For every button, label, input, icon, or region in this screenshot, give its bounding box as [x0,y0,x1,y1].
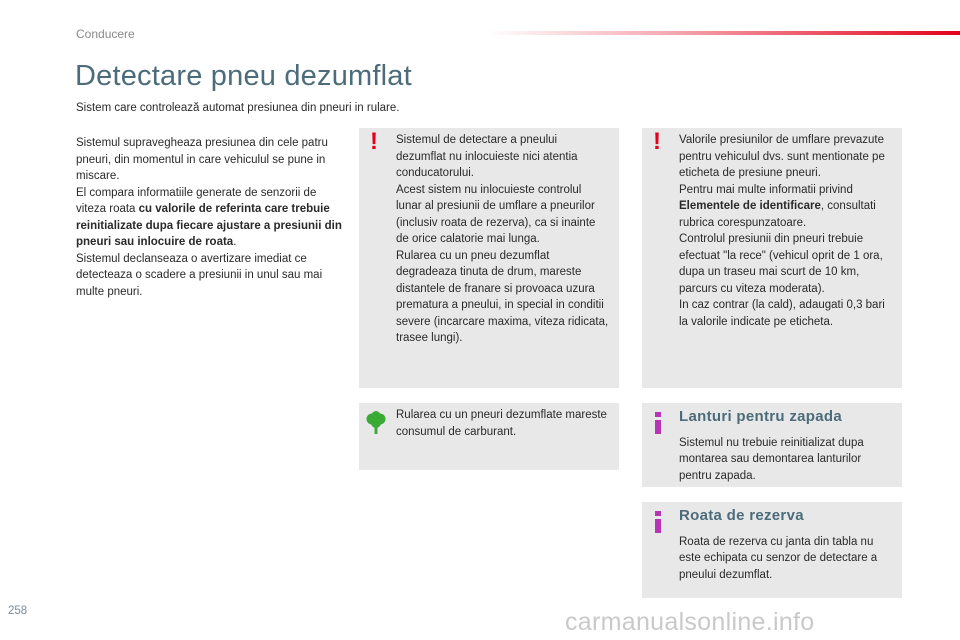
pressure-bold-text: Elementele de identificare [679,200,821,212]
info-box-snow-chains [642,403,902,487]
intro-text: El compara informatiile generate de senzorii de viteza roata [76,186,317,215]
intro-bold-text: cu valorile de referinta care trebuie reinitializate dupa fiecare ajustare a presiunii din pneuri sau inlocuire de roata [76,203,342,248]
pressure-text-end: , consultati rubrica corespunzatoare. [679,200,876,229]
intro-text-end: . [233,236,237,248]
info-icon [655,511,661,533]
warning-box-pressure [642,128,902,388]
pressure-paragraph-4: In caz contrar (la cald), adaugati 0,3 bari la valorile indicate pe eticheta. [679,299,885,328]
page-number: 258 [8,605,28,617]
spare-wheel-text: Roata de rezerva cu janta din tabla nu este echipata cu senzor de detectare a pneului dezumflat. [679,535,878,581]
intro-paragraph-3: Sistemul declanseaza o avertizare imediat ce detecteaza o scadere a presiunii in unul sau mai multe pneuri. [76,252,323,298]
intro-column [76,135,344,300]
pressure-paragraph-1: Valorile presiunilor de umflare prevazute pentru vehiculul dvs. sunt mentionate pe eticheta de presiune pneuri. [679,134,885,179]
eco-box [359,403,619,470]
warning-exclamation-icon: ! [370,128,378,155]
info-icon [655,412,661,434]
warning-box-detection [359,128,619,388]
snow-chains-title: Lanturi pentru zapada [679,408,842,425]
eco-leaf-icon [366,411,386,435]
warning-line-2: Acest sistem nu inlocuieste controlul lunar al presiunii de umflare a pneurilor (inclusiv roata de rezerva), ca si inainte de orice calatorie mai lunga. [396,183,596,245]
spare-wheel-title: Roata de rezerva [679,507,804,524]
snow-chains-text: Sistemul nu trebuie reinitializat dupa montarea sau demontarea lanturilor pentru zapada. [679,436,864,482]
pressure-paragraph-3: Controlul presiunii din pneuri trebuie efectuat "la rece" (vehicul oprit de 1 ora, dupa un traseu mai scurt de 10 km, parcurs cu viteza moderata). [679,233,883,295]
section-label: Conducere [76,27,135,41]
warning-line-3: Rularea cu un pneu dezumflat degradeaza tinuta de drum, mareste distantele de franare si provoaca uzura prematura a pneului, in special in conditii severe (incarcare maxima, viteza ridicata, trasee lungi). [396,249,609,344]
pressure-text: Pentru mai multe informatii privind [679,183,853,196]
header-accent-bar [486,31,960,35]
warning-exclamation-icon: ! [653,128,661,155]
pressure-paragraph-2 [679,182,892,232]
page-title: Detectare pneu dezumflat [75,60,412,92]
page-subtitle: Sistem care controlează automat presiunea din pneuri in rulare. [76,102,400,114]
warning-line-1: Sistemul de detectare a pneului dezumflat nu inlocuieste nici atentia conducatorului. [396,134,578,179]
intro-paragraph-2 [76,185,344,251]
info-box-spare-wheel [642,502,902,598]
intro-paragraph-1: Sistemul supravegheaza presiunea din cele patru pneuri, din momentul in care vehiculul se pune in miscare. [76,137,328,182]
eco-text: Rularea cu un pneuri dezumflate mareste consumul de carburant. [396,409,607,438]
watermark: carmanualsonline.info [565,608,815,636]
